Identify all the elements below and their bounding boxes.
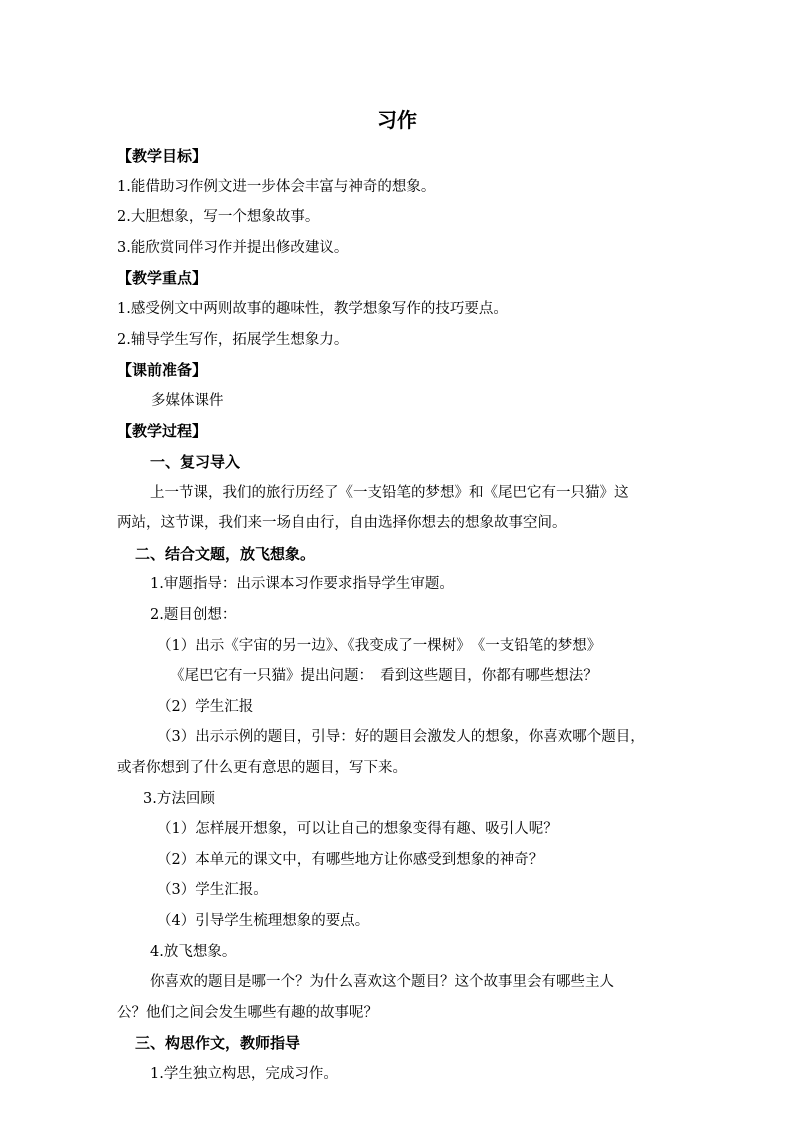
part2-line: （1）怎样展开想象，可以让自己的想象变得有趣、吸引人呢？ [157, 821, 558, 838]
part2-line: 《尾巴它有一只猫》提出问题： 看到这些题目，你都有哪些想法？ [170, 668, 598, 685]
part1-heading: 一、复习导入 [150, 453, 241, 471]
part2-line: （2）本单元的课文中，有哪些地方让你感受到想象的神奇？ [157, 851, 544, 868]
part1-paragraph-line1: 上一节课，我们的旅行历经了《一支铅笔的梦想》和《尾巴它有一只猫》这 [150, 484, 629, 501]
key-point-item-1: 1.感受例文中两则故事的趣味性，教学想象写作的技巧要点。 [117, 301, 508, 317]
key-point-item-2: 2.辅导学生写作，拓展学生想象力。 [117, 331, 349, 348]
part2-line: 1.审题指导：出示课本习作要求指导学生审题。 [150, 576, 454, 593]
part2-heading: 二、结合文题，放飞想象。 [135, 544, 316, 563]
part2-line: 或者你想到了什么更有意思的题目，写下来。 [117, 760, 407, 776]
part3-line: 1.学生独立构思，完成习作。 [150, 1066, 338, 1082]
part2-line: （4）引导学生梳理想象的要点。 [157, 913, 370, 929]
key-points-heading: 【教学重点】 [117, 269, 208, 288]
part2-line: 你喜欢的题目是哪一个？为什么喜欢这个题目？这个故事里会有哪些主人 [150, 974, 614, 991]
part2-line: （3）学生汇报。 [157, 882, 268, 899]
part2-line: （1）出示《宇宙的另一边》、《我变成了一棵树》 《一支铅笔的梦想》 [157, 637, 602, 654]
part3-heading: 三、构思作文，教师指导 [135, 1034, 301, 1053]
part2-line: （2）学生汇报 [157, 698, 254, 715]
process-heading: 【教学过程】 [117, 422, 208, 441]
objective-item-1: 1.能借助习作例文进一步体会丰富与神奇的想象。 [117, 178, 436, 195]
objective-item-2: 2.大胆想象，写一个想象故事。 [117, 209, 320, 226]
part1-paragraph-line2: 两站，这节课，我们来一场自由行，自由选择你想去的想象故事空间。 [117, 515, 567, 532]
part2-line: 2.题目创想： [150, 607, 237, 623]
objective-item-3: 3.能欣赏同伴习作并提出修改建议。 [117, 239, 349, 256]
page-title: 习作 [377, 108, 417, 132]
preparation-heading: 【课前准备】 [117, 361, 208, 380]
objectives-heading: 【教学目标】 [117, 147, 208, 165]
part2-line: （3）出示示例的题目，引导：好的题目会激发人的想象，你喜欢哪个题目， [157, 729, 645, 746]
part2-line: 公？他们之间会发生哪些有趣的故事呢？ [117, 1004, 378, 1021]
preparation-item: 多媒体课件 [151, 392, 224, 409]
part2-line: 4.放飞想象。 [150, 943, 237, 960]
part2-line: 3.方法回顾 [143, 790, 215, 807]
